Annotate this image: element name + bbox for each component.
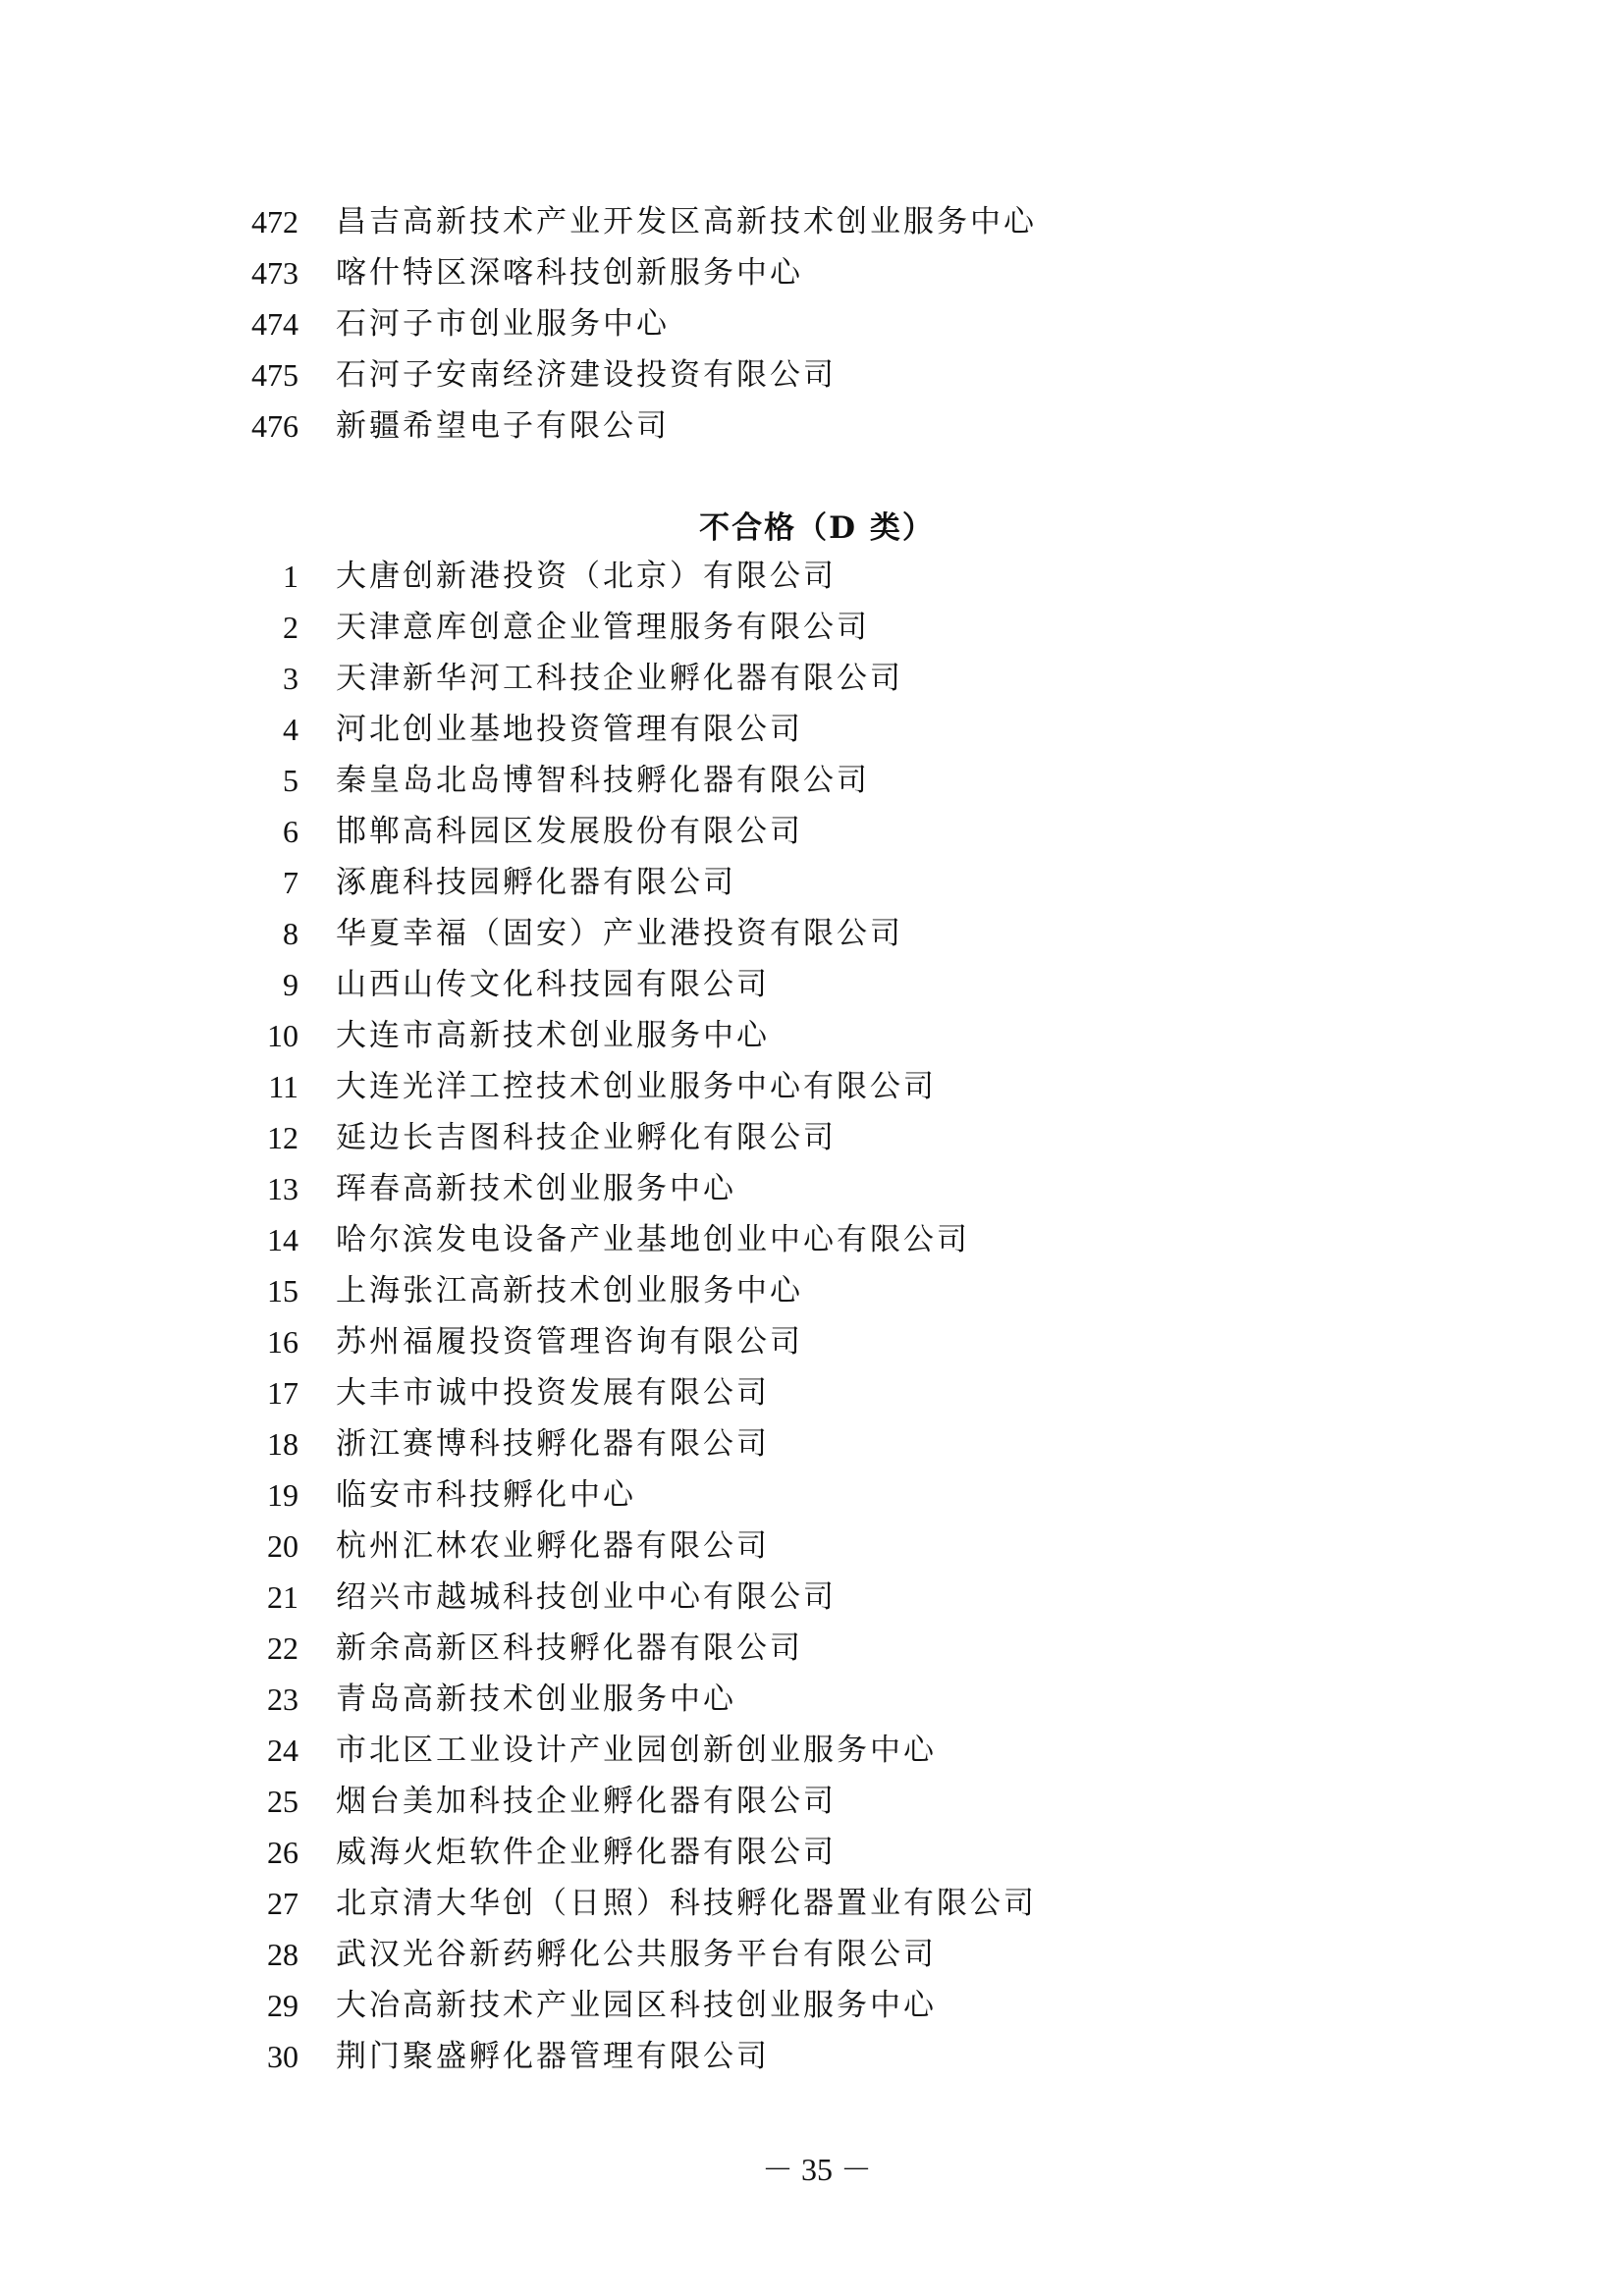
item-name: 涿鹿科技园孵化器有限公司 [336, 865, 736, 900]
item-number: 29 [267, 1988, 298, 2023]
item-name: 浙江赛博科技孵化器有限公司 [336, 1426, 770, 1462]
list-item [0, 1878, 1624, 1929]
item-name: 大唐创新港投资（北京）有限公司 [336, 559, 837, 594]
item-number: 6 [283, 814, 298, 849]
list-item [0, 1061, 1624, 1112]
item-number: 22 [267, 1630, 298, 1666]
item-name: 天津意库创意企业管理服务有限公司 [336, 610, 870, 645]
item-number: 19 [267, 1477, 298, 1513]
item-number: 472 [251, 204, 298, 240]
list-item [0, 400, 1624, 452]
item-name: 大连市高新技术创业服务中心 [336, 1018, 770, 1053]
item-name: 大连光洋工控技术创业服务中心有限公司 [336, 1069, 937, 1104]
list-item [0, 1265, 1624, 1316]
list-item [0, 1214, 1624, 1265]
item-name: 上海张江高新技术创业服务中心 [336, 1273, 803, 1308]
list-item [0, 298, 1624, 349]
item-name: 山西山传文化科技园有限公司 [336, 967, 770, 1002]
list-item [0, 1980, 1624, 2031]
item-number: 28 [267, 1937, 298, 1972]
list-item [0, 1725, 1624, 1776]
list-item [0, 959, 1624, 1010]
item-number: 473 [251, 255, 298, 291]
item-name: 秦皇岛北岛博智科技孵化器有限公司 [336, 763, 870, 798]
incubator-list-continued [0, 196, 1624, 452]
item-number: 475 [251, 357, 298, 393]
section-title-d: 不合格（D 类） [699, 510, 935, 546]
item-name: 喀什特区深喀科技创新服务中心 [336, 255, 803, 291]
item-number: 12 [267, 1120, 298, 1155]
item-name: 天津新华河工科技企业孵化器有限公司 [336, 661, 903, 696]
item-name: 苏州福履投资管理咨询有限公司 [336, 1324, 803, 1360]
item-number: 4 [283, 712, 298, 747]
item-number: 27 [267, 1886, 298, 1921]
item-number: 10 [267, 1018, 298, 1053]
item-name: 邯郸高科园区发展股份有限公司 [336, 814, 803, 849]
list-item [0, 1316, 1624, 1367]
item-number: 15 [267, 1273, 298, 1308]
list-item [0, 1469, 1624, 1521]
item-number: 25 [267, 1784, 298, 1819]
item-name: 武汉光谷新药孵化公共服务平台有限公司 [336, 1937, 937, 1972]
list-item [0, 2031, 1624, 2082]
list-item [0, 196, 1624, 247]
item-name: 大丰市诚中投资发展有限公司 [336, 1375, 770, 1411]
item-number: 20 [267, 1528, 298, 1564]
item-number: 8 [283, 916, 298, 951]
list-item [0, 1623, 1624, 1674]
page-number: － 35 － [761, 2152, 872, 2187]
item-number: 5 [283, 763, 298, 798]
item-name: 哈尔滨发电设备产业基地创业中心有限公司 [336, 1222, 970, 1257]
item-number: 26 [267, 1835, 298, 1870]
item-number: 476 [251, 408, 298, 444]
item-name: 石河子市创业服务中心 [336, 306, 670, 342]
list-item [0, 1929, 1624, 1980]
item-number: 18 [267, 1426, 298, 1462]
item-number: 23 [267, 1682, 298, 1717]
list-item [0, 551, 1624, 602]
list-item [0, 1572, 1624, 1623]
list-item [0, 1367, 1624, 1418]
item-name: 延边长吉图科技企业孵化有限公司 [336, 1120, 837, 1155]
list-item [0, 755, 1624, 806]
item-number: 2 [283, 610, 298, 645]
item-number: 11 [268, 1069, 298, 1104]
item-name: 大冶高新技术产业园区科技创业服务中心 [336, 1988, 937, 2023]
item-name: 石河子安南经济建设投资有限公司 [336, 357, 837, 393]
item-name: 华夏幸福（固安）产业港投资有限公司 [336, 916, 903, 951]
item-number: 24 [267, 1733, 298, 1768]
item-number: 7 [283, 865, 298, 900]
list-item [0, 602, 1624, 653]
list-item [0, 247, 1624, 298]
list-item [0, 1112, 1624, 1163]
item-number: 17 [267, 1375, 298, 1411]
list-item [0, 857, 1624, 908]
item-name: 河北创业基地投资管理有限公司 [336, 712, 803, 747]
list-item [0, 1674, 1624, 1725]
item-number: 14 [267, 1222, 298, 1257]
item-number: 30 [267, 2039, 298, 2074]
item-number: 9 [283, 967, 298, 1002]
incubator-list-d [0, 551, 1624, 2082]
list-item [0, 653, 1624, 704]
item-name: 北京清大华创（日照）科技孵化器置业有限公司 [336, 1886, 1037, 1921]
item-name: 荆门聚盛孵化器管理有限公司 [336, 2039, 770, 2074]
item-name: 昌吉高新技术产业开发区高新技术创业服务中心 [336, 204, 1037, 240]
list-item [0, 806, 1624, 857]
list-item [0, 349, 1624, 400]
list-item [0, 908, 1624, 959]
item-name: 珲春高新技术创业服务中心 [336, 1171, 736, 1206]
item-name: 临安市科技孵化中心 [336, 1477, 636, 1513]
list-item [0, 1010, 1624, 1061]
item-name: 绍兴市越城科技创业中心有限公司 [336, 1579, 837, 1615]
list-item [0, 1776, 1624, 1827]
list-item [0, 1521, 1624, 1572]
item-number: 16 [267, 1324, 298, 1360]
item-number: 21 [267, 1579, 298, 1615]
item-name: 威海火炬软件企业孵化器有限公司 [336, 1835, 837, 1870]
list-item [0, 1827, 1624, 1878]
list-item [0, 704, 1624, 755]
item-name: 烟台美加科技企业孵化器有限公司 [336, 1784, 837, 1819]
item-number: 3 [283, 661, 298, 696]
list-item [0, 1163, 1624, 1214]
item-name: 市北区工业设计产业园创新创业服务中心 [336, 1733, 937, 1768]
item-number: 1 [283, 559, 298, 594]
item-number: 474 [251, 306, 298, 342]
item-name: 新疆希望电子有限公司 [336, 408, 670, 444]
list-item [0, 1418, 1624, 1469]
item-name: 新余高新区科技孵化器有限公司 [336, 1630, 803, 1666]
item-name: 杭州汇林农业孵化器有限公司 [336, 1528, 770, 1564]
item-name: 青岛高新技术创业服务中心 [336, 1682, 736, 1717]
item-number: 13 [267, 1171, 298, 1206]
